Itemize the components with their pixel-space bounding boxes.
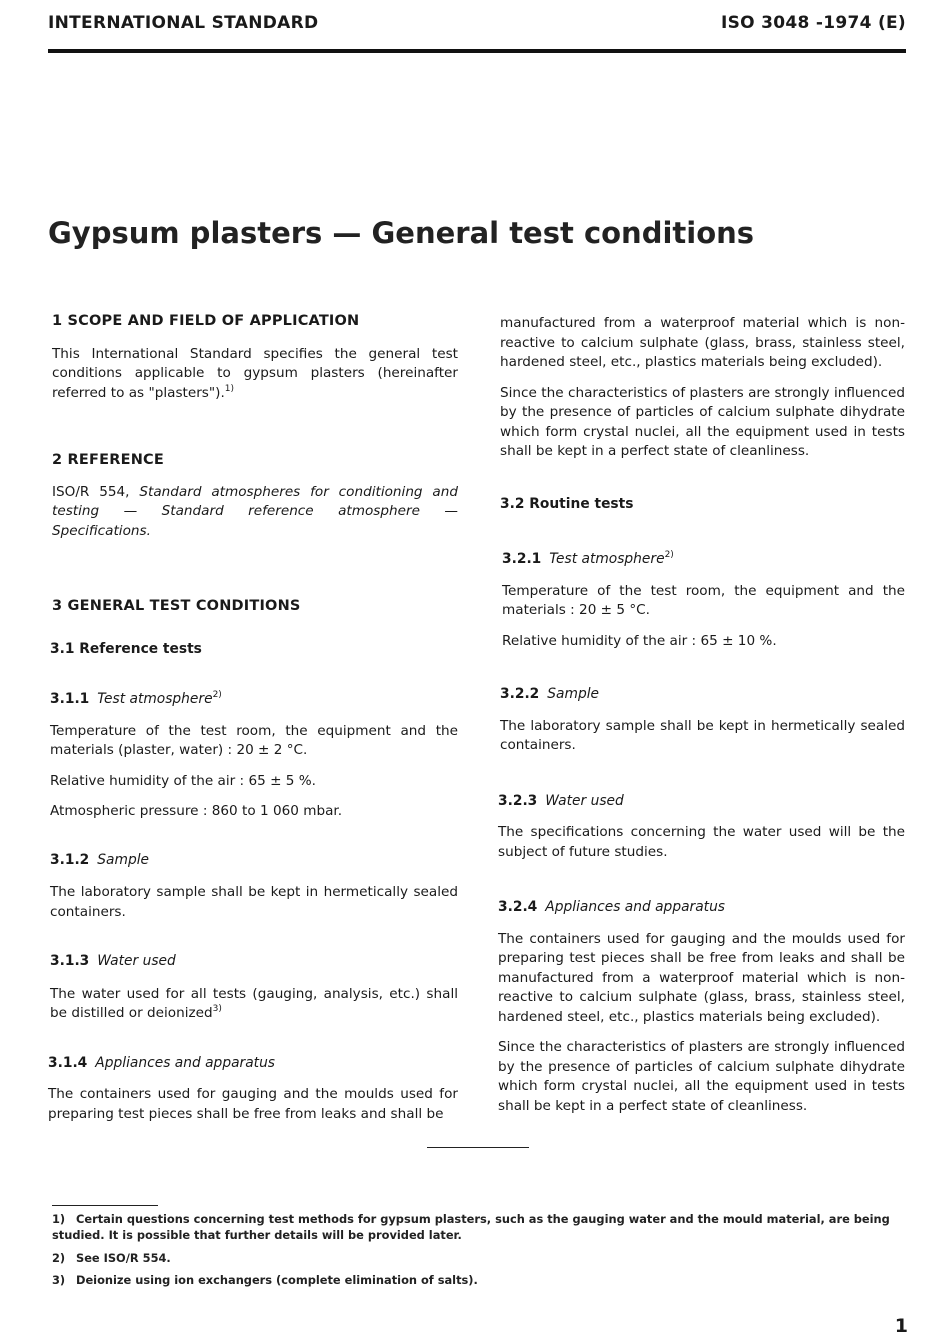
section-2-heading: 2 REFERENCE <box>52 452 164 468</box>
header-right: ISO 3048 -1974 (E) <box>720 13 906 33</box>
left-column <box>48 312 458 1124</box>
document-title: Gypsum plasters — General test conditions <box>48 216 755 250</box>
section-3-1-1-heading: 3.1.1 Test atmosphere$^{2)}$ <box>50 690 222 707</box>
section-3-2-heading: 3.2 Routine tests <box>500 495 634 512</box>
section-3-1-4-p1: The containers used for gauging and the moulds used for preparing test pieces shall be free from leaks and shall be <box>48 1086 458 1122</box>
footnote-1: 1) Certain questions concerning test methods for gypsum plasters, such as the gauging water and the mould material, are being studied. It is possible that further details will be provided later. <box>52 1212 890 1242</box>
section-3-2-4-p1: The containers used for gauging and the moulds used for preparing test pieces shall be free from leaks and shall be manufactured from a waterproof material which is non-reactive to calcium sulphate (glass, brass, stainless steel, hardened steel, etc., plastics materials being excluded). <box>498 930 905 1025</box>
header-rule <box>48 49 906 53</box>
section-3-1-1-p2: Relative humidity of the air : 65 ± 5 %. <box>50 772 317 789</box>
section-3-1-4-heading: 3.1.4 Appliances and apparatus <box>48 1054 275 1071</box>
section-3-2-1-p2: Relative humidity of the air : 65 ± 10 %. <box>502 632 777 649</box>
section-1-text: This International Standard specifies the general test conditions applicable to gypsum plasters (hereinafter referred to as "plasters").$^{1)}$ <box>52 345 458 401</box>
header-left: INTERNATIONAL STANDARD <box>48 13 319 33</box>
footnote-rule <box>52 1205 158 1206</box>
end-of-text-rule <box>427 1147 529 1148</box>
page-number: 1 <box>894 1315 908 1337</box>
section-3-1-1-p3: Atmospheric pressure : 860 to 1 060 mbar. <box>50 803 343 819</box>
footnote-2: 2) See ISO/R 554. <box>52 1251 171 1265</box>
section-3-1-2-heading: 3.1.2 Sample <box>50 851 150 868</box>
continued-p2: Since the characteristics of plasters are strongly influenced by the presence of particles of calcium sulphate dihydrate which form crystal nuclei, all the equipment used in tests shall be kept in a perfect state of cleanliness. <box>500 384 905 459</box>
section-3-1-3-p1: The water used for all tests (gauging, analysis, etc.) shall be distilled or deionized$^{3)}$ <box>50 985 458 1021</box>
section-3-2-2-p1: The laboratory sample shall be kept in hermetically sealed containers. <box>500 717 905 753</box>
section-3-1-heading: 3.1 Reference tests <box>50 640 202 657</box>
section-3-2-4-heading: 3.2.4 Appliances and apparatus <box>498 899 725 915</box>
section-3-2-1-heading: 3.2.1 Test atmosphere$^{2)}$ <box>502 550 674 567</box>
section-3-2-1-p1: Temperature of the test room, the equipment and the materials : 20 ± 5 °C. <box>502 582 905 618</box>
section-2-text: ISO/R 554, Standard atmospheres for conditioning and testing — Standard reference atmosphere — Specifications. <box>52 483 458 539</box>
section-3-heading: 3 GENERAL TEST CONDITIONS <box>52 598 301 614</box>
continued-p1: manufactured from a waterproof material which is non-reactive to calcium sulphate (glass, brass, stainless steel, hardened steel, etc., plastics materials being excluded). <box>500 315 905 370</box>
section-3-1-2-p1: The laboratory sample shall be kept in hermetically sealed containers. <box>50 884 458 920</box>
section-3-2-3-heading: 3.2.3 Water used <box>498 792 624 809</box>
section-3-1-1-p1: Temperature of the test room, the equipment and the materials (plaster, water) : 20 ± 2 °C. <box>50 722 458 758</box>
right-column <box>500 314 905 1116</box>
section-3-2-2-heading: 3.2.2 Sample <box>500 686 600 702</box>
footnote-3: 3) Deionize using ion exchangers (complete elimination of salts). <box>52 1273 478 1287</box>
section-3-2-4-p2: Since the characteristics of plasters are strongly influenced by the presence of particles of calcium sulphate dihydrate which form crystal nuclei, all the equipment used in tests shall be kept in a perfect state of cleanliness. <box>498 1039 905 1114</box>
section-3-2-3-p1: The specifications concerning the water used will be the subject of future studies. <box>498 824 905 860</box>
section-1-heading: 1 SCOPE AND FIELD OF APPLICATION <box>52 313 360 329</box>
section-3-1-3-heading: 3.1.3 Water used <box>50 953 176 969</box>
